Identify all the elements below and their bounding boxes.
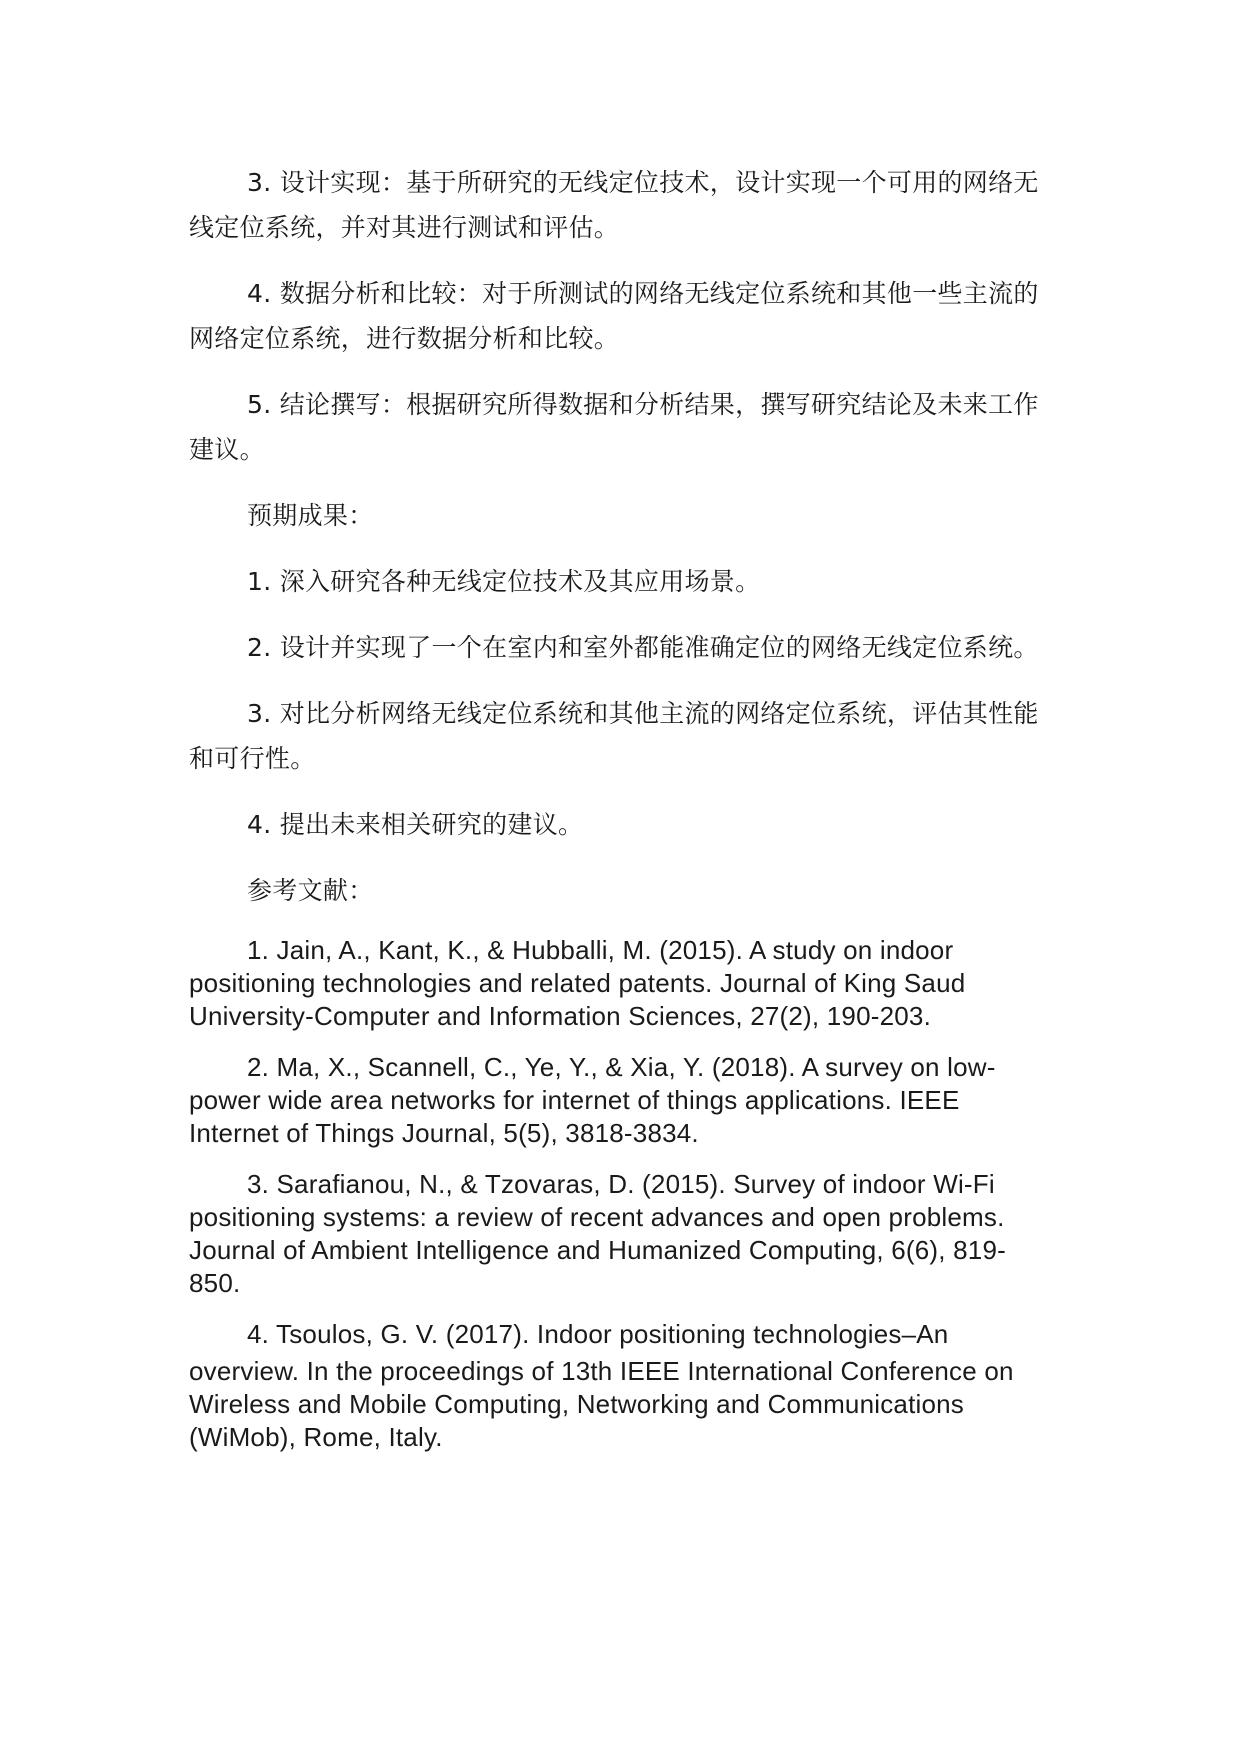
reference-line: overview. In the proceedings of 13th IEEE International Conference on	[189, 1356, 1014, 1386]
method-paragraph-4: 4. 数据分析和比较：对于所测试的网络无线定位系统和其他一些主流的网络定位系统，进行数据分析和比较。	[189, 279, 1039, 353]
method-paragraph-3: 3. 设计实现：基于所研究的无线定位技术，设计实现一个可用的网络无线定位系统，并对其进行测试和评估。	[189, 168, 1039, 242]
outcome-item-1: 1. 深入研究各种无线定位技术及其应用场景。	[247, 567, 761, 596]
outcome-item-4: 4. 提出未来相关研究的建议。	[247, 810, 584, 839]
reference-line: 4. Tsoulos, G. V. (2017). Indoor positioning technologies–An	[247, 1319, 949, 1349]
reference-item-3	[189, 1168, 1044, 1300]
reference-line: Wireless and Mobile Computing, Networking and Communications	[189, 1389, 965, 1419]
reference-line: positioning systems: a review of recent advances and open problems.	[189, 1202, 1005, 1232]
outcome-item-2: 2. 设计并实现了一个在室内和室外都能准确定位的网络无线定位系统。	[247, 633, 1039, 662]
reference-item-2	[189, 1051, 1044, 1150]
reference-line: 3. Sarafianou, N., & Tzovaras, D. (2015). Survey of indoor Wi-Fi	[247, 1169, 995, 1199]
reference-line: Internet of Things Journal, 5(5), 3818-3834.	[189, 1118, 699, 1148]
reference-line: (WiMob), Rome, Italy.	[189, 1422, 443, 1452]
references-heading: 参考文献：	[247, 876, 374, 905]
reference-line: Journal of Ambient Intelligence and Humanized Computing, 6(6), 819-	[189, 1235, 1006, 1265]
document-page	[189, 160, 1044, 1472]
reference-line: power wide area networks for internet of things applications. IEEE	[189, 1085, 960, 1115]
reference-item-1	[189, 934, 1044, 1033]
reference-line: 2. Ma, X., Scannell, C., Ye, Y., & Xia, Y. (2018). A survey on low-	[247, 1052, 996, 1082]
reference-line: University-Computer and Information Sciences, 27(2), 190-203.	[189, 1001, 931, 1031]
reference-line: 850.	[189, 1268, 241, 1298]
reference-line: 1. Jain, A., Kant, K., & Hubballi, M. (2015). A study on indoor	[247, 935, 954, 965]
method-paragraph-5: 5. 结论撰写：根据研究所得数据和分析结果，撰写研究结论及未来工作建议。	[189, 390, 1039, 464]
outcome-item-3: 3. 对比分析网络无线定位系统和其他主流的网络定位系统，评估其性能和可行性。	[189, 699, 1039, 773]
outcomes-heading: 预期成果：	[247, 501, 374, 530]
reference-item-4	[189, 1318, 1044, 1454]
reference-line: positioning technologies and related patents. Journal of King Saud	[189, 968, 966, 998]
